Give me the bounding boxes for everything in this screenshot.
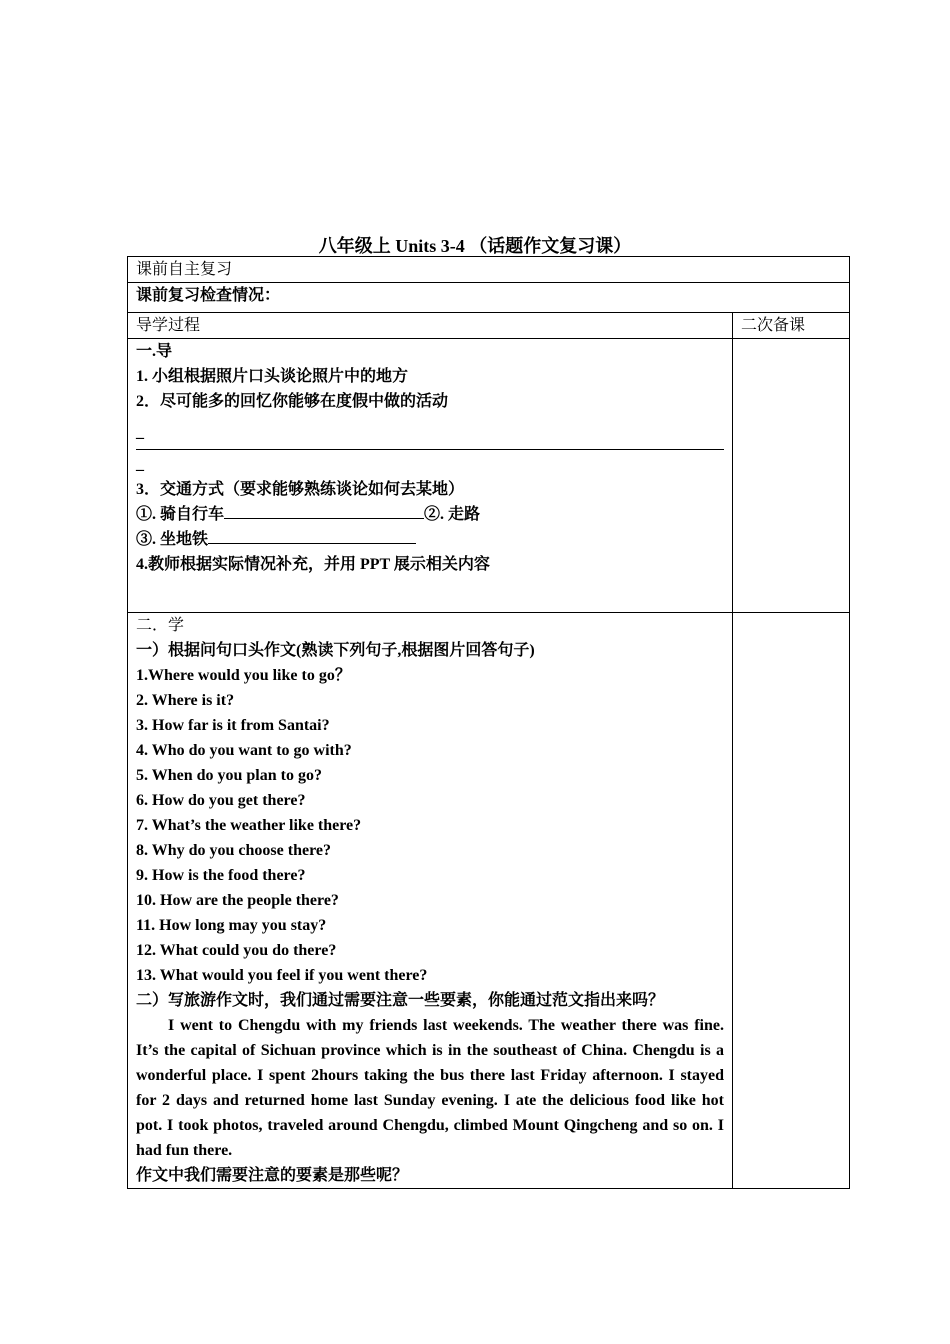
question-item: 4. Who do you want to go with?	[136, 742, 352, 759]
section-learn-heading: 二．学	[136, 617, 185, 634]
question-item: 9. How is the food there?	[136, 867, 306, 884]
transport-bike: ①. 骑自行车	[136, 506, 225, 523]
transport-line-2	[136, 527, 724, 552]
guide-item-1: 1. 小组根据照片口头谈论照片中的地方	[136, 368, 409, 385]
learn-sub-2: 二）写旅游作文时，我们通过需要注意一些要素，你能通过范文指出来吗？	[136, 992, 665, 1009]
question-item: 5. When do you plan to go?	[136, 767, 322, 784]
answer-line	[136, 449, 724, 450]
question-item: 1.Where would you like to go？	[136, 667, 351, 684]
notes-cell-2	[733, 613, 850, 1189]
notes-cell-1	[733, 339, 850, 613]
blank-subway[interactable]	[208, 527, 416, 544]
question-item: 6. How do you get there?	[136, 792, 306, 809]
blank-bike[interactable]	[224, 502, 424, 519]
blank-dash-2: _	[136, 456, 144, 473]
question-item: 3. How far is it from Santai?	[136, 717, 330, 734]
transport-line-1	[136, 502, 724, 527]
section-guide-cell	[128, 339, 733, 613]
question-item: 12. What could you do there?	[136, 942, 337, 959]
page-title: 八年级上 Units 3-4 （话题作文复习课）	[318, 236, 632, 256]
question-item: 10. How are the people there?	[136, 892, 339, 909]
lesson-plan-table	[127, 256, 850, 1189]
transport-subway: ③. 坐地铁	[136, 531, 209, 548]
guide-item-2: 2．尽可能多的回忆你能够在度假中做的活动	[136, 393, 449, 410]
pre-class-review-header: 课前自主复习	[128, 257, 850, 283]
guide-item-4: 4.教师根据实际情况补充，并用 PPT 展示相关内容	[136, 556, 490, 573]
question-item: 7. What’s the weather like there?	[136, 817, 362, 834]
question-item: 13. What would you feel if you went there?	[136, 967, 428, 984]
review-check-row: 课前复习检查情况：	[128, 283, 850, 313]
learn-sub-1: 一）根据问句口头作文(熟读下列句子,根据图片回答句子)	[136, 642, 535, 659]
guide-item-3: 3．交通方式（要求能够熟练谈论如何去某地）	[136, 481, 465, 498]
question-item: 2. Where is it?	[136, 692, 235, 709]
question-item: 11. How long may you stay?	[136, 917, 327, 934]
transport-walk: ②. 走路	[424, 506, 481, 523]
sample-passage: I went to Chengdu with my friends last weekends. The weather there was fine. It’s the capital of Sichuan province which is in the southeast of China. Chengdu is a wonderful place. I spent 2hours taking the bus there last Friday afternoon. I stayed for 2 days and returned home last Sunday evening. I ate the delicious food like hot pot. I took photos, traveled around Chengdu, climbed Mount Qingcheng and so on. I had fun there.	[136, 1017, 724, 1159]
learn-closing-question: 作文中我们需要注意的要素是那些呢？	[136, 1167, 409, 1184]
column-header-process: 导学过程	[128, 313, 733, 339]
section-learn-cell	[128, 613, 733, 1189]
section-guide-heading: 一.导	[136, 343, 173, 360]
question-item: 8. Why do you choose there?	[136, 842, 331, 859]
blank-dash-1: _	[136, 424, 144, 441]
column-header-notes: 二次备课	[733, 313, 850, 339]
